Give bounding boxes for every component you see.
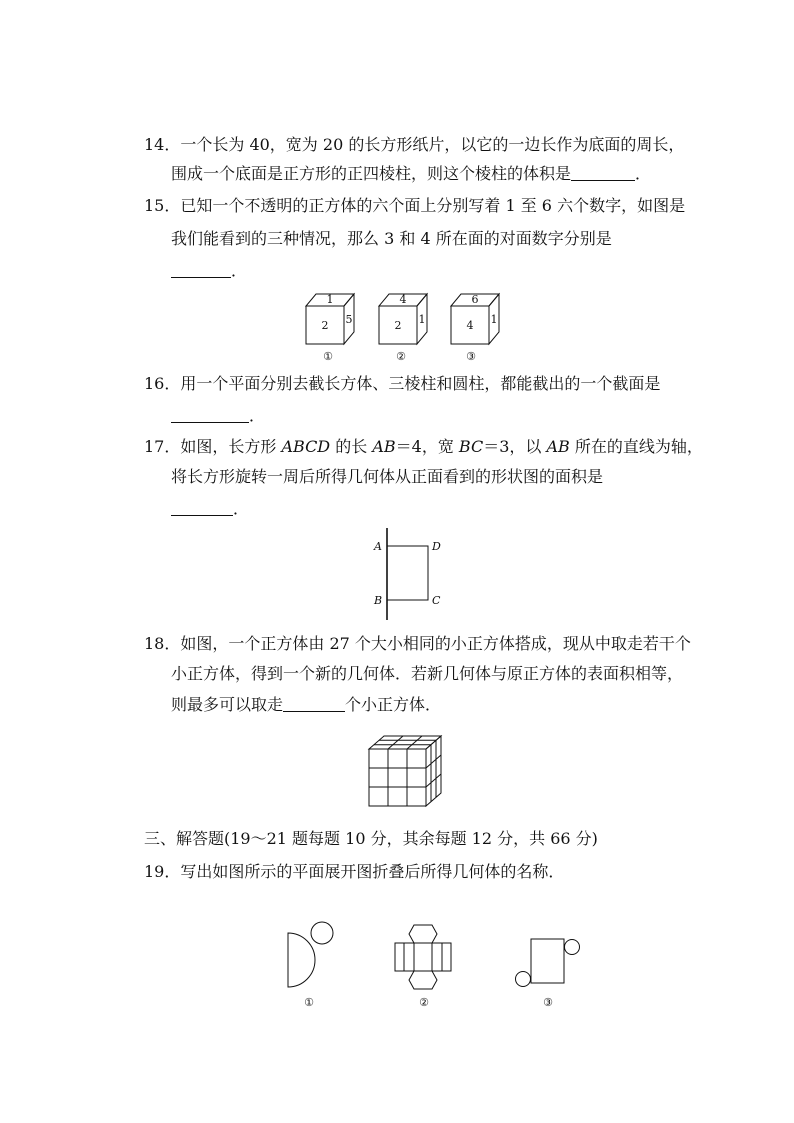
q15-line3 xyxy=(171,261,247,281)
q15-line2 xyxy=(171,229,612,249)
q17-answer-blank[interactable] xyxy=(171,501,233,516)
q17-text-e: 所在的直线为轴， xyxy=(569,437,703,456)
q16-line1 xyxy=(144,374,660,394)
cube-3-front: 4 xyxy=(466,319,474,332)
section-3-heading-text: 三、解答题(19～21 题每题 10 分，其余每题 12 分，共 66 分) xyxy=(144,829,598,848)
cube-1-side: 5 xyxy=(345,313,353,326)
q14-answer-blank[interactable] xyxy=(571,166,635,181)
q14-line1 xyxy=(144,135,684,155)
q17-rectangle-figure xyxy=(368,528,448,622)
q17-ab2: AB xyxy=(546,437,570,456)
net-1-label: ① xyxy=(304,996,314,1009)
cube-3-side: 1 xyxy=(490,313,498,326)
q18-cube-figure xyxy=(365,733,445,811)
cube-2-side: 1 xyxy=(418,313,426,326)
cube-2 xyxy=(379,293,427,363)
cube-1-front: 2 xyxy=(321,319,329,332)
cube-1-label: ① xyxy=(323,350,333,363)
cube-1 xyxy=(306,293,354,363)
net-1-cone xyxy=(288,922,333,1009)
q18-line3 xyxy=(171,695,441,715)
q14-text-1: 14．一个长为 40，宽为 20 的长方形纸片，以它的一边长作为底面的周长， xyxy=(144,135,685,154)
q17-ab: AB xyxy=(372,437,396,456)
label-c: C xyxy=(432,594,441,607)
net-3-label: ③ xyxy=(543,996,553,1009)
q16-period: ． xyxy=(249,406,266,425)
q17-period: ． xyxy=(233,499,250,518)
q18-text-1: 18．如图，一个正方体由 27 个大小相同的小正方体搭成，现从中取走若干个 xyxy=(144,634,691,653)
q15-text-1: 15．已知一个不透明的正方体的六个面上分别写着 1 至 6 六个数字，如图是 xyxy=(144,196,686,215)
q17-text-2: 将长方形旋转一周后所得几何体从正面看到的形状图的面积是 xyxy=(171,467,604,486)
q15-line1 xyxy=(144,196,685,216)
q16-text-1: 16．用一个平面分别去截长方体、三棱柱和圆柱，都能截出的一个截面是 xyxy=(144,374,661,393)
q19-line1 xyxy=(144,862,564,882)
q17-text-c: ＝4，宽 xyxy=(395,437,459,456)
cube-3 xyxy=(451,293,499,363)
cube-2-label: ② xyxy=(396,350,406,363)
q14-line2 xyxy=(171,164,651,184)
q18-answer-blank[interactable] xyxy=(283,697,345,712)
cube-2-front: 2 xyxy=(394,319,402,332)
label-b: B xyxy=(374,594,383,607)
cube-2-top: 4 xyxy=(399,293,407,306)
section-3-heading xyxy=(144,829,598,849)
q16-line2 xyxy=(171,406,265,426)
q17-line3 xyxy=(171,499,249,519)
q18-text-3b: 个小正方体． xyxy=(345,695,442,714)
net-2-label: ② xyxy=(419,996,429,1009)
q19-text-1: 19．写出如图所示的平面展开图折叠后所得几何体的名称． xyxy=(144,862,565,881)
q17-line2 xyxy=(171,467,603,487)
q17-text-d: ＝3，以 xyxy=(483,437,547,456)
q14-text-2: 围成一个底面是正方形的正四棱柱，则这个棱柱的体积是 xyxy=(171,164,572,183)
q17-bc: BC xyxy=(458,437,484,456)
cube-3-top: 6 xyxy=(471,293,479,306)
q17-abcd: ABCD xyxy=(281,437,331,456)
q18-line1 xyxy=(144,634,691,654)
label-d: D xyxy=(432,540,441,553)
rectangle-abcd xyxy=(387,546,428,600)
label-a: A xyxy=(374,540,382,553)
q17-line1 xyxy=(144,437,703,457)
net-2-prism xyxy=(395,925,451,1009)
q17-text-b: 的长 xyxy=(330,437,373,456)
q15-period: ． xyxy=(231,261,248,280)
q15-cubes-figure xyxy=(300,288,520,366)
q17-text-a: 17．如图，长方形 xyxy=(144,437,282,456)
cube-3-label: ③ xyxy=(466,350,476,363)
q15-text-2: 我们能看到的三种情况，那么 3 和 4 所在面的对面数字分别是 xyxy=(171,229,612,248)
q18-text-2: 小正方体，得到一个新的几何体．若新几何体与原正方体的表面积相等， xyxy=(171,664,684,683)
q16-answer-blank[interactable] xyxy=(171,408,249,423)
q18-text-3a: 则最多可以取走 xyxy=(171,695,284,714)
q19-nets-figure xyxy=(280,913,590,1013)
q14-period: ． xyxy=(635,164,652,183)
net-3-cylinder xyxy=(516,939,580,1009)
cube-1-top: 1 xyxy=(326,293,334,306)
q15-answer-blank[interactable] xyxy=(171,263,231,278)
q18-line2 xyxy=(171,664,683,684)
